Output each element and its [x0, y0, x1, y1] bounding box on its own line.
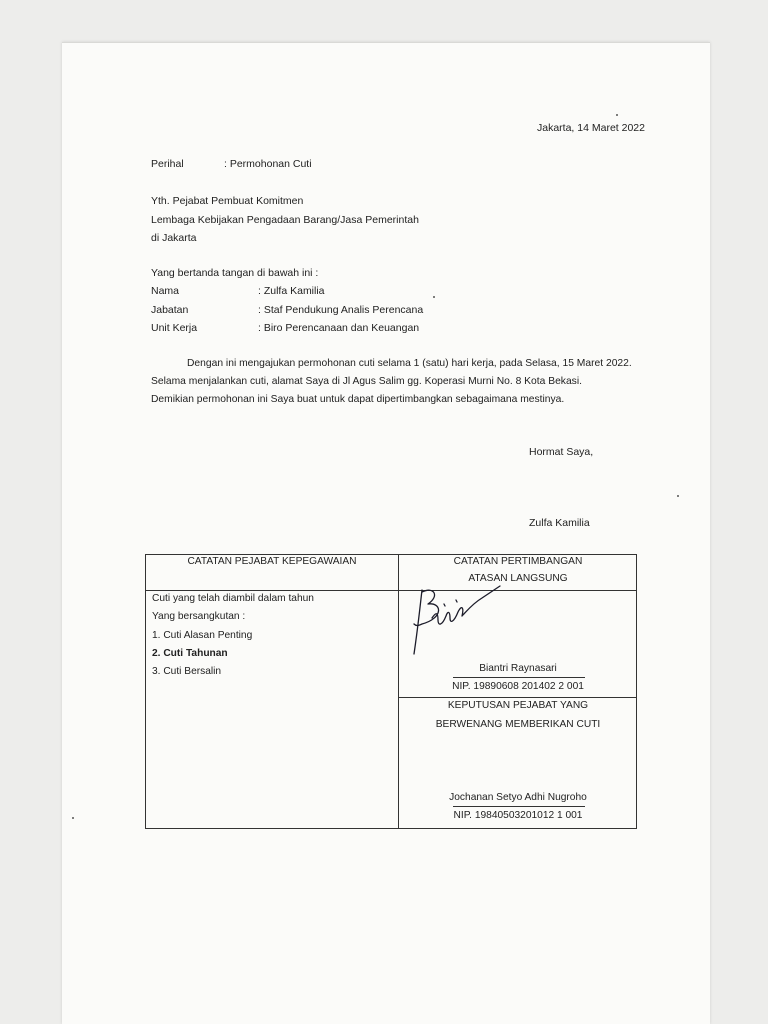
official-nip: NIP. 19840503201012 1 001	[453, 810, 583, 821]
position-value: : Staf Pendukung Analis Perencana	[258, 304, 424, 316]
unit-label: Unit Kerja	[151, 322, 198, 334]
intro-text: Yang bertanda tangan di bawah ini :	[151, 267, 319, 279]
paper-speck	[677, 495, 679, 497]
recipient-line-3: di Jakarta	[151, 232, 197, 244]
name-label: Nama	[151, 285, 180, 297]
body-paragraph-3: Demikian permohonan ini Saya buat untuk dapat dipertimbangkan sebagaimana mestinya.	[151, 394, 565, 405]
letter-date: Jakarta, 14 Maret 2022	[537, 122, 645, 134]
signer-name: Zulfa Kamilia	[529, 517, 590, 529]
subject-value: : Permohonan Cuti	[224, 158, 312, 170]
body-paragraph-1: Dengan ini mengajukan permohonan cuti selama 1 (satu) hari kerja, pada Selasa, 15 Maret 2022.	[187, 358, 632, 369]
supervisor-signature	[392, 582, 502, 662]
leave-taken-text: Cuti yang telah diambil dalam tahun	[152, 593, 314, 604]
supervisor-name-underline	[453, 677, 585, 678]
paper-speck	[433, 296, 435, 298]
leave-type-2: 2. Cuti Tahunan	[152, 648, 228, 659]
right-header-line-2: ATASAN LANGSUNG	[468, 573, 568, 584]
body-paragraph-2: Selama menjalankan cuti, alamat Saya di Jl Agus Salim gg. Koperasi Murni No. 8 Kota Bekasi.	[151, 376, 582, 387]
supervisor-nip: NIP. 19890608 201402 2 001	[452, 681, 584, 692]
position-label: Jabatan	[151, 304, 189, 316]
paper-speck	[72, 817, 74, 819]
recipient-line-1: Yth. Pejabat Pembuat Komitmen	[151, 195, 304, 207]
unit-value: : Biro Perencanaan dan Keuangan	[258, 322, 420, 334]
table-section-divider	[398, 697, 636, 698]
closing-text: Hormat Saya,	[529, 446, 594, 458]
leave-type-1: 1. Cuti Alasan Penting	[152, 630, 253, 641]
supervisor-name: Biantri Raynasari	[479, 663, 557, 674]
paper-speck	[616, 114, 618, 116]
name-value: : Zulfa Kamilia	[258, 285, 325, 297]
right-header-line-1: CATATAN PERTIMBANGAN	[453, 556, 583, 567]
left-header: CATATAN PEJABAT KEPEGAWAIAN	[187, 556, 357, 567]
table-header-divider	[146, 590, 636, 591]
recipient-line-2: Lembaga Kebijakan Pengadaan Barang/Jasa Pemerintah	[151, 214, 419, 226]
person-concerned-text: Yang bersangkutan :	[152, 611, 246, 622]
subject-label: Perihal	[151, 158, 184, 170]
document-page	[62, 42, 710, 1024]
official-name-underline	[453, 806, 585, 807]
decision-header-line-1: KEPUTUSAN PEJABAT YANG	[447, 700, 589, 711]
leave-type-3: 3. Cuti Bersalin	[152, 666, 222, 677]
decision-header-line-2: BERWENANG MEMBERIKAN CUTI	[435, 719, 601, 730]
approval-table	[145, 554, 637, 829]
official-name: Jochanan Setyo Adhi Nugroho	[449, 792, 587, 803]
